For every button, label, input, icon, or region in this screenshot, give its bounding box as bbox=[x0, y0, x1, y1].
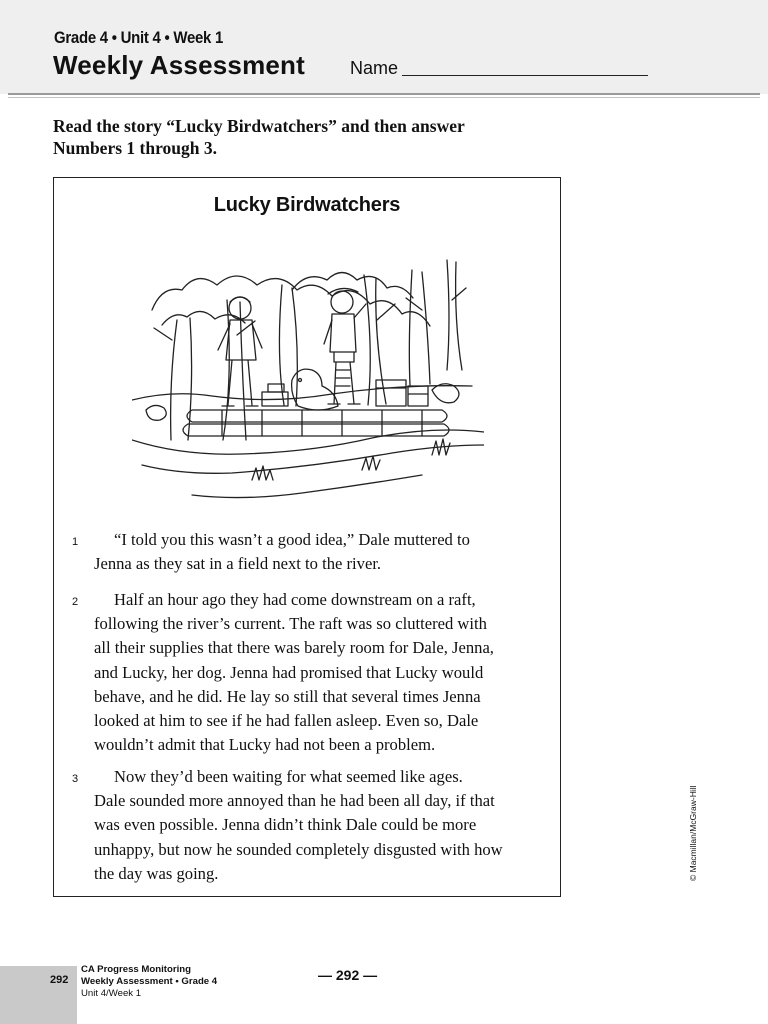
paragraph-number: 3 bbox=[72, 773, 79, 785]
paragraph-line: wouldn’t admit that Lucky had not been a problem. bbox=[94, 735, 436, 755]
name-label: Name bbox=[350, 58, 399, 78]
paragraph-number: 2 bbox=[72, 596, 79, 608]
paragraph-line: and Lucky, her dog. Jenna had promised that Lucky would bbox=[94, 662, 484, 682]
river-raft-illustration-icon bbox=[132, 230, 484, 510]
paragraph-line: the day was going. bbox=[94, 863, 219, 883]
footer-line-1: CA Progress Monitoring bbox=[81, 964, 191, 975]
paragraph-line: unhappy, but now he sounded completely disgusted with how bbox=[94, 839, 503, 859]
paragraph-line: behave, and he did. He lay so still that several times Jenna bbox=[94, 686, 481, 706]
instruction-line-1: Read the story “Lucky Birdwatchers” and then answer bbox=[53, 116, 465, 136]
footer-center-page: — 292 — bbox=[318, 967, 378, 983]
name-field-line[interactable] bbox=[402, 75, 648, 76]
instruction-line-2: Numbers 1 through 3. bbox=[53, 138, 218, 158]
paragraph-line: Now they’d been waiting for what seemed like ages. bbox=[114, 767, 463, 786]
paragraph-number: 1 bbox=[72, 536, 79, 548]
paragraph-3 bbox=[72, 765, 544, 886]
paragraph-line: all their supplies that there was barely room for Dale, Jenna, bbox=[94, 638, 494, 658]
paragraph-line: Jenna as they sat in a field next to the river. bbox=[94, 554, 382, 574]
copyright-notice bbox=[688, 765, 702, 881]
page-title: Weekly Assessment bbox=[53, 50, 305, 80]
paragraph-2 bbox=[72, 588, 544, 757]
header-rule bbox=[8, 93, 760, 95]
paragraph-line: Dale sounded more annoyed than he had been all day, if that bbox=[94, 791, 495, 811]
paragraph-line: following the river’s current. The raft was so cluttered with bbox=[94, 614, 487, 634]
instruction bbox=[53, 115, 523, 159]
paragraph-line: Half an hour ago they had come downstream on a raft, bbox=[114, 590, 476, 609]
copyright-text: © Macmillan/McGraw-Hill bbox=[688, 785, 698, 881]
footer-line-3: Unit 4/Week 1 bbox=[81, 988, 142, 999]
story-box bbox=[53, 177, 561, 897]
grade-unit-week: Grade 4 • Unit 4 • Week 1 bbox=[54, 28, 224, 47]
footer-page-number: 292 bbox=[50, 974, 69, 986]
footer-line-2: Weekly Assessment • Grade 4 bbox=[81, 976, 218, 987]
paragraph-line: was even possible. Jenna didn’t think Dale could be more bbox=[94, 815, 477, 835]
story-title: Lucky Birdwatchers bbox=[213, 194, 401, 216]
paragraph-line: looked at him to see if he had fallen asleep. Even so, Dale bbox=[94, 711, 479, 731]
header-rule-thin bbox=[8, 97, 760, 98]
footer-info bbox=[81, 964, 217, 1000]
paragraph-1 bbox=[72, 528, 544, 576]
paragraph-line: “I told you this wasn’t a good idea,” Dale muttered to bbox=[114, 530, 470, 549]
